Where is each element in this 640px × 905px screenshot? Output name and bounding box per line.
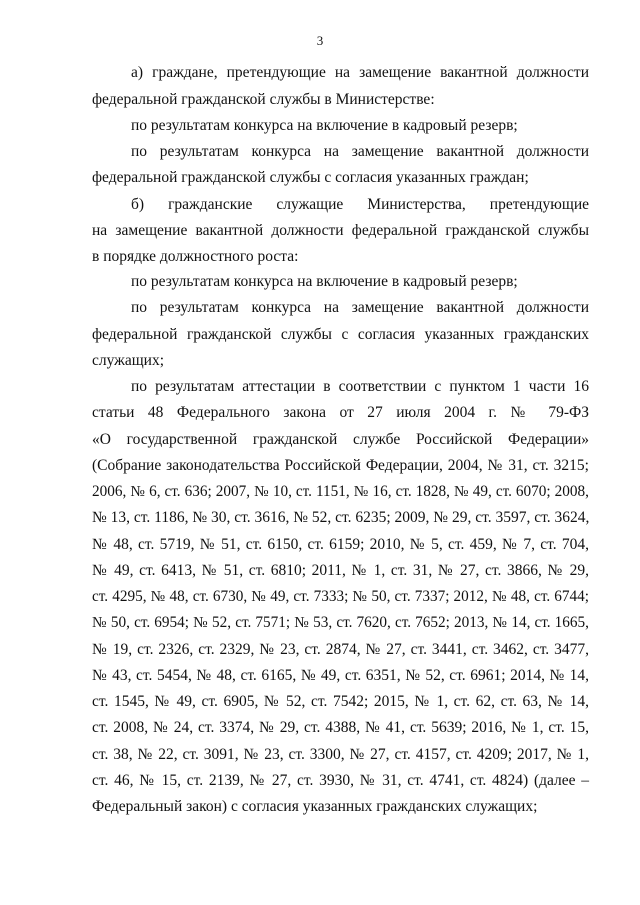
text-line: № 48, ст. 5719, № 51, ст. 6150, ст. 6159; 2010, № 5, ст. 459, № 7, ст. 704, <box>92 536 589 553</box>
text-line: федеральной гражданской службы с согласия указанных граждан; <box>92 169 529 186</box>
text-line: статьи 48 Федерального закона от 27 июля 2004 г. № 79-ФЗ <box>92 404 589 421</box>
text-line: по результатам аттестации в соответствии с пунктом 1 части 16 <box>131 378 589 395</box>
text-line: № 49, ст. 6413, № 51, ст. 6810; 2011, № 1, ст. 31, № 27, ст. 3866, № 29, <box>92 562 589 579</box>
text-line: (Собрание законодательства Российской Федерации, 2004, № 31, ст. 3215; <box>92 457 589 474</box>
text-line: ст. 46, № 15, ст. 2139, № 27, ст. 3930, № 31, ст. 4741, ст. 4824) (далее – <box>92 772 589 789</box>
text-line: по результатам конкурса на включение в кадровый резерв; <box>131 273 518 290</box>
text-line: по результатам конкурса на замещение вакантной должности <box>131 299 589 316</box>
text-line: Федеральный закон) с согласия указанных гражданских служащих; <box>92 798 538 815</box>
text-line: в порядке должностного роста: <box>92 248 299 265</box>
text-line: служащих; <box>92 352 165 369</box>
text-line: ст. 38, № 22, ст. 3091, № 23, ст. 3300, № 27, ст. 4157, ст. 4209; 2017, № 1, <box>92 746 589 763</box>
text-line: федеральной гражданской службы с согласия указанных гражданских <box>92 326 589 343</box>
text-line: федеральной гражданской службы в Министерстве: <box>92 91 435 108</box>
page-number: 3 <box>316 33 324 48</box>
text-line: «О государственной гражданской службе Российской Федерации» <box>92 431 589 448</box>
text-line: по результатам конкурса на замещение вакантной должности <box>131 143 589 160</box>
text-line: № 50, ст. 6954; № 52, ст. 7571; № 53, ст. 7620, ст. 7652; 2013, № 14, ст. 1665, <box>92 614 589 631</box>
text-line: а) граждане, претендующие на замещение вакантной должности <box>131 64 589 81</box>
text-line: по результатам конкурса на включение в кадровый резерв; <box>131 117 518 134</box>
text-line: № 13, ст. 1186, № 30, ст. 3616, № 52, ст. 6235; 2009, № 29, ст. 3597, ст. 3624, <box>92 509 590 526</box>
text-line: № 19, ст. 2326, ст. 2329, № 23, ст. 2874, № 27, ст. 3441, ст. 3462, ст. 3477, <box>92 641 589 658</box>
text-line: № 43, ст. 5454, № 48, ст. 6165, № 49, ст. 6351, № 52, ст. 6961; 2014, № 14, <box>92 667 589 684</box>
text-line: ст. 1545, № 49, ст. 6905, № 52, ст. 7542; 2015, № 1, ст. 62, ст. 63, № 14, <box>92 693 589 710</box>
text-line: на замещение вакантной должности федеральной гражданской службы <box>92 222 589 239</box>
text-line: ст. 2008, № 24, ст. 3374, № 29, ст. 4388, № 41, ст. 5639; 2016, № 1, ст. 15, <box>92 719 589 736</box>
text-line: ст. 4295, № 48, ст. 6730, № 49, ст. 7333; № 50, ст. 7337; 2012, № 48, ст. 6744; <box>92 588 589 605</box>
text-line: 2006, № 6, ст. 636; 2007, № 10, ст. 1151, № 16, ст. 1828, № 49, ст. 6070; 2008, <box>92 483 589 500</box>
text-line: б) гражданские служащие Министерства, претендующие <box>131 196 589 213</box>
